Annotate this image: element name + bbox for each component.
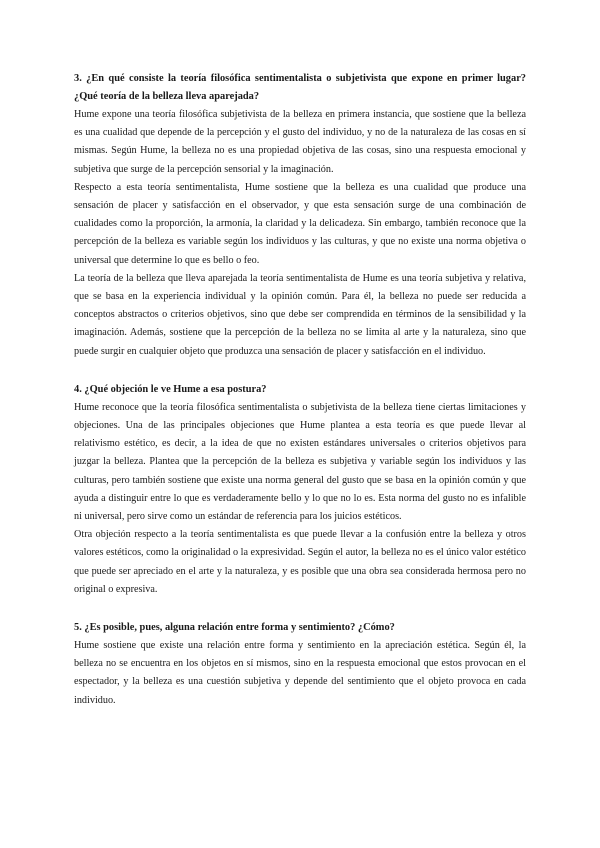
section-question-3: [74, 70, 526, 361]
question-5-paragraph-1: Hume sostiene que existe una relación entre forma y sentimiento en la apreciación estética. Según él, la belleza no se encuentra en los objetos en sí mismos, sino en la respuesta emocional que estos provocan en el espectador, y la belleza es una cuestión subjetiva y depende del sentimiento que el objeto provoca en cada individuo.: [74, 640, 526, 706]
section-question-4: [74, 381, 526, 599]
question-3-heading: 3. ¿En qué consiste la teoría filosófica sentimentalista o subjetivista que expone en primer lugar? ¿Qué teoría de la belleza lleva aparejada?: [74, 73, 526, 102]
question-4-paragraph-1: Hume reconoce que la teoría filosófica sentimentalista o subjetivista de la belleza tiene ciertas limitaciones y objeciones. Una de las principales objeciones que Hume plantea a esta teoría es que puede llevar al relativismo estético, es decir, a la idea de que no existen estándares universales o criterios objetivos para juzgar la belleza. Plantea que la percepción de la belleza es subjetiva y variable según los individuos y las culturas, pero también sostiene que existe una norma general del gusto que se basa en la opinión común y que ayuda a distinguir entre lo que es verdaderamente bello y lo que no lo es. Esta norma del gusto no es infalible ni universal, pero sirve como un estándar de referencia para los juicios estéticos.: [74, 401, 526, 523]
question-3-paragraph-2: Respecto a esta teoría sentimentalista, Hume sostiene que la belleza es una cualidad que produce una sensación de placer y satisfacción en el observador, y que esta sensación surge de una combinación de cualidades como la proporción, la armonía, la claridad y la delicadeza. Sin embargo, también reconoce que la percepción de la belleza es variable según los individuos y las culturas, y que no existe una norma objetiva o universal que determine lo que es bello o feo.: [74, 181, 526, 266]
question-4-heading: 4. ¿Qué objeción le ve Hume a esa postura?: [74, 383, 267, 395]
section-question-5: [74, 619, 526, 710]
question-4-paragraph-2: Otra objeción respecto a la teoría sentimentalista es que puede llevar a la confusión entre la belleza y otros valores estéticos, como la originalidad o la expresividad. Según el autor, la belleza no es el único valor estético que puede ser apreciado en el arte y la naturaleza, y es posible que una obra sea considerada hermosa pero no original o expresiva.: [74, 529, 526, 595]
question-3-paragraph-3: La teoría de la belleza que lleva aparejada la teoría sentimentalista de Hume es una teoría subjetiva y relativa, que se basa en la experiencia individual y la opinión común. Para él, la belleza no puede ser reducida a conceptos abstractos o criterios objetivos, sino que debe ser comprendida en términos de la sensibilidad y la imaginación. Además, sostiene que la percepción de la belleza no se limita al arte y la naturaleza, sino que puede surgir en cualquier objeto que produzca una sensación de placer y satisfacción en el individuo.: [74, 272, 526, 357]
question-3-paragraph-1: Hume expone una teoría filosófica subjetivista de la belleza en primera instancia, que sostiene que la belleza es una cualidad que depende de la percepción y el gusto del individuo, y no de la naturaleza de las cosas en sí mismas. Según Hume, la belleza no es una propiedad objetiva de las cosas, sino una respuesta emocional y subjetiva que surge de la percepción sensorial y la imaginación.: [74, 109, 526, 175]
document-body: [74, 70, 526, 730]
question-5-heading: 5. ¿Es posible, pues, alguna relación entre forma y sentimiento? ¿Cómo?: [74, 622, 395, 634]
